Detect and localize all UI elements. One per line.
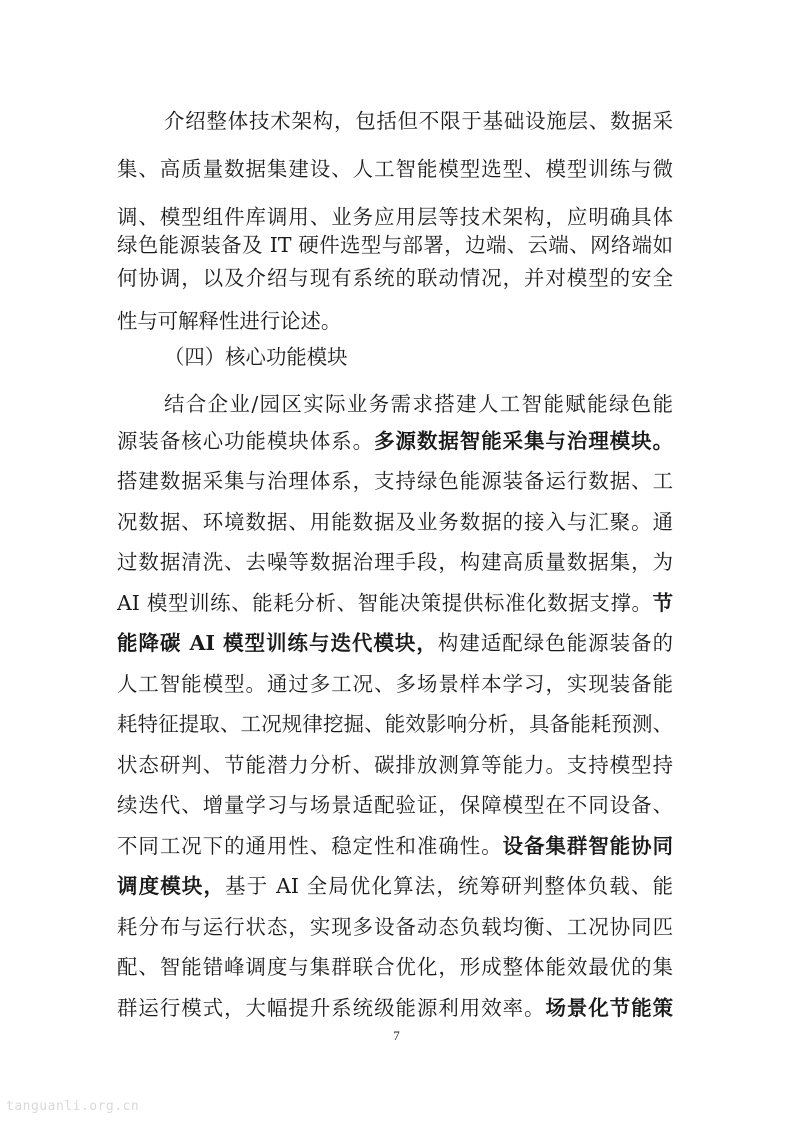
paragraph-2-line-7-text: 构建适配绿色能源装备的 (437, 631, 673, 655)
paragraph-1-line-6: 性与可解释性进行论述。 (117, 309, 342, 333)
paragraph-2-line-12 (117, 832, 673, 861)
paragraph-2-line-5: 过数据清洗、去噪等数据治理手段，构建高质量数据集，为 (117, 550, 673, 574)
paragraph-2-line-7 (117, 629, 673, 658)
paragraph-2-line-1: 结合企业/园区实际业务需求搭建人工智能赋能绿色能 (164, 392, 673, 416)
module-title-scenario-strategy: 场景化节能策 (545, 996, 674, 1020)
paragraph-1-line-1: 介绍整体技术架构，包括但不限于基础设施层、数据采 (164, 109, 673, 133)
module-title-ai-training-start: 节 (652, 591, 673, 615)
paragraph-2-line-15: 配、智能错峰调度与集群联合优化，形成整体能效最优的集 (117, 955, 673, 979)
module-title-cluster-scheduling-start: 设备集群智能协同 (502, 834, 674, 858)
paragraph-2-line-14: 耗分布与运行状态，实现多设备动态负载均衡、工况协同匹 (117, 915, 673, 939)
paragraph-2-line-9: 耗特征提取、工况规律挖掘、能效影响分析，具备能耗预测、 (117, 712, 673, 736)
paragraph-1-line-5: 何协调，以及介绍与现有系统的联动情况，并对模型的安全 (117, 266, 673, 290)
paragraph-2-line-6-text: AI 模型训练、能耗分析、智能决策提供标准化数据支撑。 (117, 591, 653, 615)
paragraph-1-line-2: 集、高质量数据集建设、人工智能模型选型、模型训练与微 (117, 157, 673, 181)
paragraph-2-line-16-text: 群运行模式，大幅提升系统级能源利用效率。 (117, 996, 546, 1020)
paragraph-1-line-4: 绿色能源装备及 IT 硬件选型与部署，边端、云端、网络端如 (117, 233, 673, 257)
paragraph-1-line-3: 调、模型组件库调用、业务应用层等技术架构，应明确具体 (117, 205, 673, 229)
paragraph-2-line-12-text: 不同工况下的通用性、稳定性和准确性。 (117, 834, 503, 858)
watermark: tanguanli.org.cn (6, 1099, 140, 1114)
paragraph-2-line-2-text: 源装备核心功能模块体系。 (117, 429, 375, 453)
module-title-ai-training: 能降碳 AI 模型训练与迭代模块， (117, 631, 438, 655)
paragraph-2-line-4: 况数据、环境数据、用能数据及业务数据的接入与汇聚。通 (117, 510, 673, 534)
paragraph-2-line-11: 续迭代、增量学习与场景适配验证，保障模型在不同设备、 (117, 793, 673, 817)
paragraph-2-line-13 (117, 872, 673, 901)
module-title-cluster-scheduling: 调度模块， (117, 874, 226, 898)
paragraph-2-line-2 (117, 427, 673, 456)
page-number: 7 (393, 1028, 400, 1043)
paragraph-2-line-6 (117, 589, 673, 618)
paragraph-2-line-13-text: 基于 AI 全局优化算法，统筹研判整体负载、能 (225, 874, 674, 898)
paragraph-2-line-3: 搭建数据采集与治理体系，支持绿色能源装备运行数据、工 (117, 469, 673, 493)
paragraph-2-line-8: 人工智能模型。通过多工况、多场景样本学习，实现装备能 (117, 672, 673, 696)
module-title-data-collection: 多源数据智能采集与治理模块。 (374, 429, 673, 453)
paragraph-2-line-10: 状态研判、节能潜力分析、碳排放测算等能力。支持模型持 (117, 753, 673, 777)
paragraph-2-line-16 (117, 994, 673, 1023)
section-heading: （四）核心功能模块 (164, 345, 348, 369)
